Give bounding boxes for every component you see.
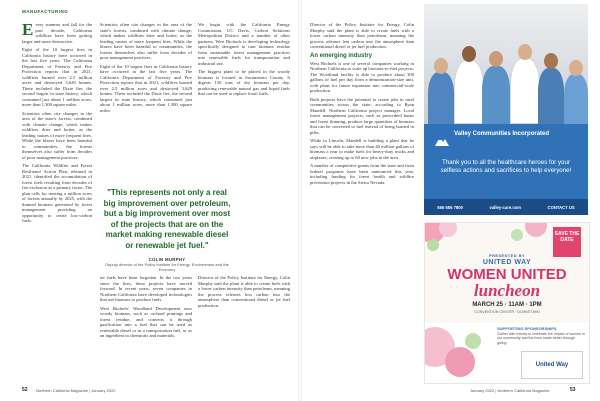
article-column-3 <box>198 22 290 182</box>
article-intro <box>22 22 92 44</box>
flower-decoration <box>465 333 481 349</box>
article-paragraph: We begin with the California Energy Commission, UC Davis, Carbon Solutions Metropolitan District and a number of other partners. West Biofuels is developing technology specifically designed to turn biomass residue from sustainable forest management practices into renewable fuels for transportation and industrial use. <box>198 22 290 66</box>
valley-logo-icon <box>434 132 450 148</box>
ad-phone[interactable]: 555 555 7800 <box>437 204 463 210</box>
drop-cap: E <box>22 22 34 39</box>
article-paragraph: Scientists often cite changes in the area of the state's forests, combined with climate change, which makes wildfires drier and hotter, as the leading causes of more frequent fires. While the blazes have been harmful to communities, the forests themselves also suffer from decades of poor management practices. <box>100 22 192 60</box>
article-paragraph: West Biofuels' Woodland Development uses woody biomass, such as orchard prunings and forest residue, and converts it through gasification into a fuel that can be used as renewable diesel or as a transportation fuel, or as an ingredient in chemicals and materials. <box>100 305 192 338</box>
article-paragraph: ter fuels have been forgotten. In the two years since the fires, these projects have moved forward. In recent years, seven companies in Northern California have developed technologies that use biomass to produce fuels. <box>100 275 192 302</box>
person-figure <box>538 68 564 124</box>
united-way-logo: United Way <box>521 351 583 379</box>
ad-tagline: Thank you to all the healthcare heroes for your selfless actions and sacrifices to help everyone! <box>440 159 572 174</box>
person-figure <box>454 60 484 124</box>
footer-left: Northern California Magazine | January 2022 <box>36 388 116 393</box>
quote-name: COLIN MURPHY <box>148 257 186 262</box>
article-column-2b-bottom <box>198 275 290 380</box>
ad-contact[interactable]: CONTACT US <box>547 204 575 210</box>
person-figure <box>482 66 510 124</box>
article-column-2-bottom <box>100 275 192 380</box>
ad-org-name: Valley Communities Incorporated <box>454 131 550 137</box>
article-column-2-top <box>100 22 192 182</box>
flower-decoration <box>445 347 475 377</box>
article-paragraph: West Biofuels is one of several companies working in Northern California to scale up biomass-to-fuel projects. The Woodland facility is able to produce about 300 gallons of fuel per day from a demonstration-size unit, with plans for future expansion into commercial-scale production. <box>310 60 414 93</box>
ad-presented: PRESENTED BY <box>489 253 525 258</box>
person-figure <box>510 58 540 124</box>
article-paragraph: Eight of the 10 largest fires in California history have occurred in the last five years. The California Department of Forestry and Fire Protection reports that in 2021, wildfires burned over 2.5 million acres and destroyed 3,629 homes. These included the Dixie fire, the second largest in state history, which consumed just about 1 million acres, more than 1,300 square miles. <box>22 47 92 107</box>
valley-communities-ad[interactable] <box>424 4 588 215</box>
ad-title-main: WOMEN UNITED <box>447 266 567 283</box>
article-paragraph: Scientists often cite changes in the area of the state's forests, combined with climate change, which makes wildfires drier and hotter, as the leading causes of more frequent fires. While the blazes have been harmful to communities, the forests themselves also suffer from decades of poor management practices. <box>22 110 92 160</box>
article-subhead: An emerging industry <box>310 52 373 59</box>
ad-contact-bar <box>424 199 588 215</box>
footer-right: January 2022 | Northern California Magazine <box>470 388 550 393</box>
quote-attribution <box>102 257 232 272</box>
flower-decoration <box>511 229 523 241</box>
page-number-left: 52 <box>22 387 28 393</box>
article-column-4 <box>310 22 414 380</box>
section-tag: MANUFACTURING <box>22 9 69 14</box>
ad-org: UNITED WAY <box>482 259 532 266</box>
ad-website[interactable]: valley-care.com <box>489 204 521 210</box>
article-paragraph: The California Wildfire and Forest Resilience Action Plan, released in 2021, identified the accumulation of forest fuels resulting from decades of fire exclusion as a primary factor. The plan calls for treating a million acres of forests annually by 2025, with the thinned biomass generated by forest management providing an opportunity to create low-carbon fuels. <box>22 163 92 223</box>
flower-decoration <box>525 222 547 237</box>
healthcare-workers-photo <box>424 4 588 124</box>
person-figure <box>564 74 588 124</box>
flower-decoration <box>427 239 439 251</box>
pull-quote: "This represents not only a real big improvement over petroleum, but a big improvement over most of the projects that are on the market making renewable diesel or renewable jet fuel." <box>103 188 231 250</box>
flower-decoration <box>439 222 457 237</box>
article-paragraph: Both projects have the potential to create jobs in rural communities across the state, according to Ryan Mandell, Northern California project manager. Local forest management projects, such as prescribed burns and forest thinning, produce large quantities of biomass that can be converted to fuel instead of being burned in piles. <box>310 96 414 135</box>
ad-event-date: MARCH 25 · 11AM · 1PM <box>472 302 542 308</box>
article-intro-text: very summer and fall for the past decade, California wildfires have been getting larger and more destructive. <box>22 22 92 44</box>
article-paragraph: The biggest plant to be placed in the woody biomass is located in Sacramento County. It digests 150 tons of dry biomass per day, producing renewable natural gas and liquid fuels that can be used to replace fossil fuels. <box>198 69 290 96</box>
article-paragraph: A number of competitive grants from the state and from federal programs have been announced this year, including funding for forest health and wildfire prevention projects in the Sierra Nevada. <box>310 163 414 185</box>
page-number-right: 53 <box>570 387 576 393</box>
article-column-1 <box>22 22 92 380</box>
ad-sponsor-head: SUPPORTING SPONSORSHIPS <box>497 326 557 331</box>
united-way-luncheon-ad[interactable] <box>424 222 590 384</box>
ad-sponsor-text: Gather with friends to celebrate the impact of women in our community and the lives made better through giving. <box>497 331 585 345</box>
article-paragraph: Director of the Policy Institute for Energy, Colin Murphy said the plant is able to create fuels with a lower carbon intensity than petroleum, meaning the process releases less carbon into the atmosphere than conventional diesel or jet fuel production. <box>198 275 290 308</box>
quote-title: Deputy director of the Policy Institute for Energy, Environment and the Economy <box>105 262 229 272</box>
ad-sponsor-info <box>497 327 585 345</box>
ad-event-venue: CONVENTION CENTER · DOWNTOWN <box>474 310 540 314</box>
person-figure <box>428 72 454 124</box>
article-paragraph: While in Lincoln, Mandell is building a plant that he says will be able to take more than 40 million gallons of biomass a year to make fuels for heavy-duty trucks and airplanes, creating up to 60 new jobs in the area. <box>310 138 414 160</box>
save-the-date-badge: SAVE THE DATE <box>553 227 581 257</box>
ad-title-script: luncheon <box>473 281 541 300</box>
article-paragraph: Eight of the 10 largest fires in California history have occurred in the last five years. The California Department of Forestry and Fire Protection reports that in 2021, wildfires burned over 2.5 million acres and destroyed 3,629 homes. These included the Dixie fire, the second largest in state history, which consumed just about 1 million acres, more than 1,300 square miles. <box>100 63 192 113</box>
article-paragraph: Director of the Policy Institute for Energy, Colin Murphy said the plant is able to create fuels with a lower carbon intensity than petroleum, meaning the process releases less carbon into the atmosphere than conventional diesel or jet fuel production. <box>310 22 414 49</box>
page-gutter <box>298 0 302 401</box>
